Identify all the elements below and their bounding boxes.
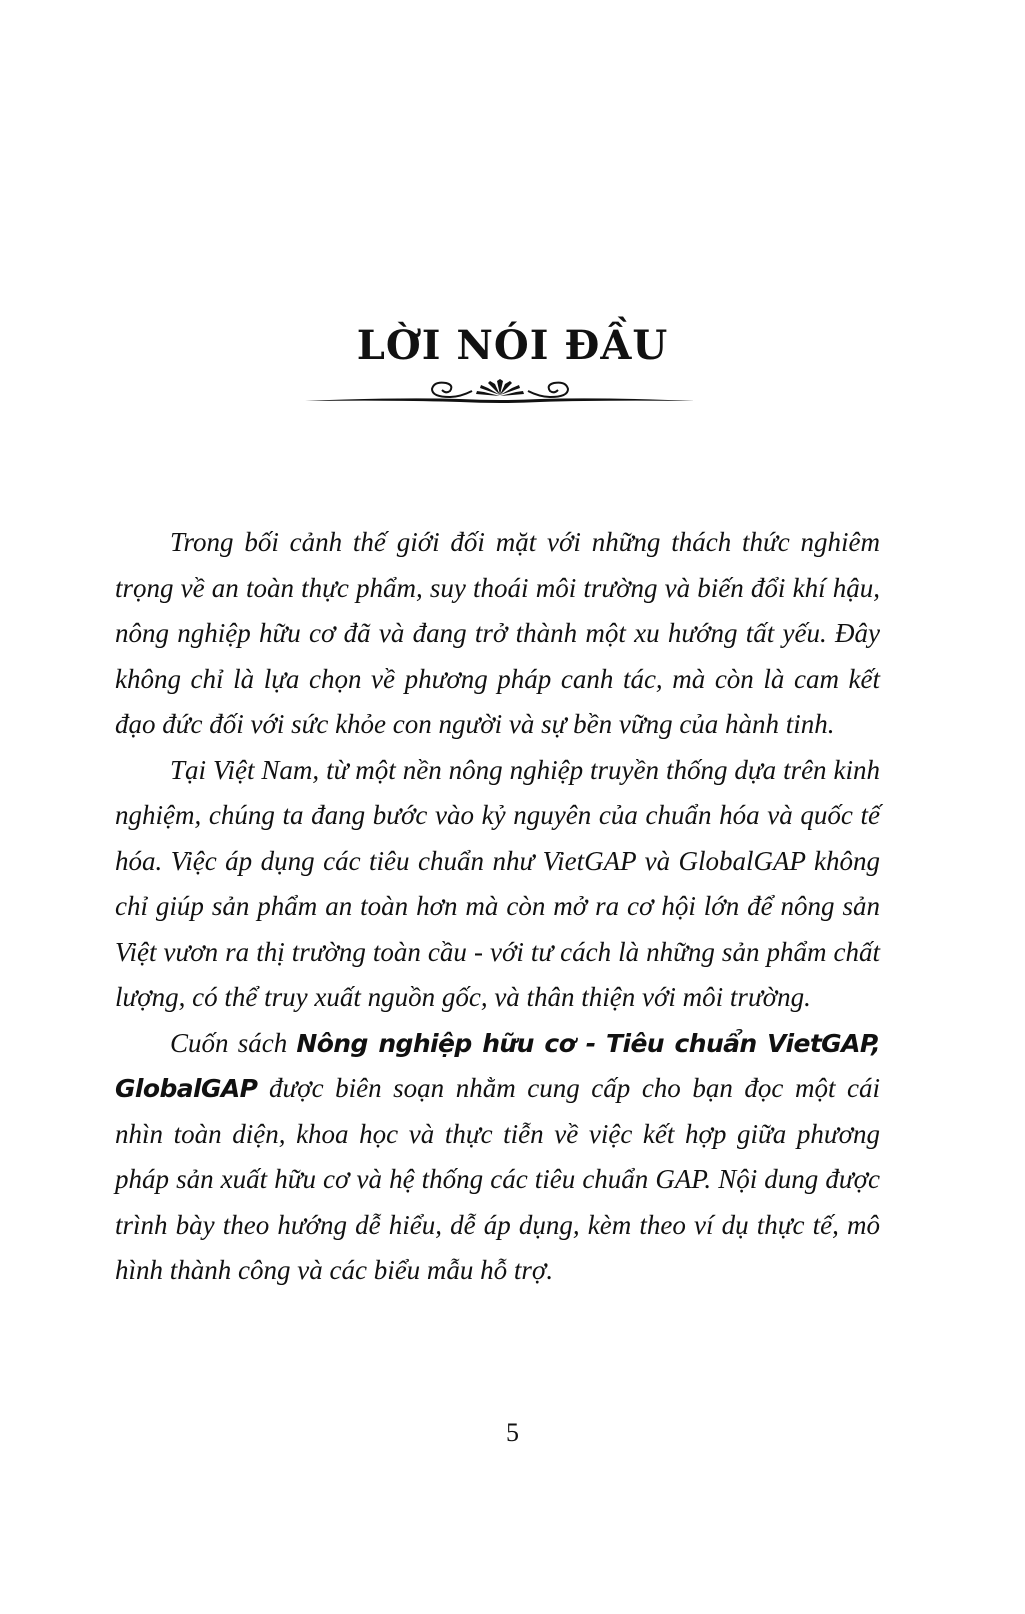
paragraph: Trong bối cảnh thế giới đối mặt với những thách thức nghiêm trọng về an toàn thực phẩm, suy thoái môi trường và biến đổi khí hậu, nông nghiệp hữu cơ đã và đang trở thành một xu hướng tất yếu. Đây không chỉ là lựa chọn về phương pháp canh tác, mà còn là cam kết đạo đức đối với sức khỏe con người và sự bền vững của hành tinh. — [115, 527, 880, 739]
paragraph-text: được biên soạn nhằm cung cấp cho bạn đọc một cái nhìn toàn diện, khoa học và thực tiễn về việc kết hợp giữa phương pháp sản xuất hữu cơ và hệ thống các tiêu chuẩn GAP. Nội dung được trình bày theo hướng dễ hiểu, dễ áp dụng, kèm theo ví dụ thực tế, mô hình thành công và các biểu mẫu hỗ trợ. — [115, 1073, 880, 1285]
page-number: 5 — [506, 1418, 519, 1447]
paragraph — [115, 1021, 880, 1294]
paragraph: Tại Việt Nam, từ một nền nông nghiệp truyền thống dựa trên kinh nghiệm, chúng ta đang bước vào kỷ nguyên của chuẩn hóa và quốc tế hóa. Việc áp dụng các tiêu chuẩn như VietGAP và GlobalGAP không chỉ giúp sản phẩm an toàn hơn mà còn mở ra cơ hội lớn để nông sản Việt vươn ra thị trường toàn cầu - với tư cách là những sản phẩm chất lượng, có thể truy xuất nguồn gốc, và thân thiện với môi trường. — [115, 754, 880, 1012]
preface-body — [115, 520, 880, 1294]
paragraph-text: Cuốn sách — [170, 1027, 297, 1058]
flourish-divider-icon — [300, 375, 700, 415]
book-title: Nông nghiệp hữu cơ - Tiêu chuẩn VietGAP, GlobalGAP — [115, 1028, 881, 1103]
chapter-title: LỜI NÓI ĐẦU — [356, 322, 669, 369]
